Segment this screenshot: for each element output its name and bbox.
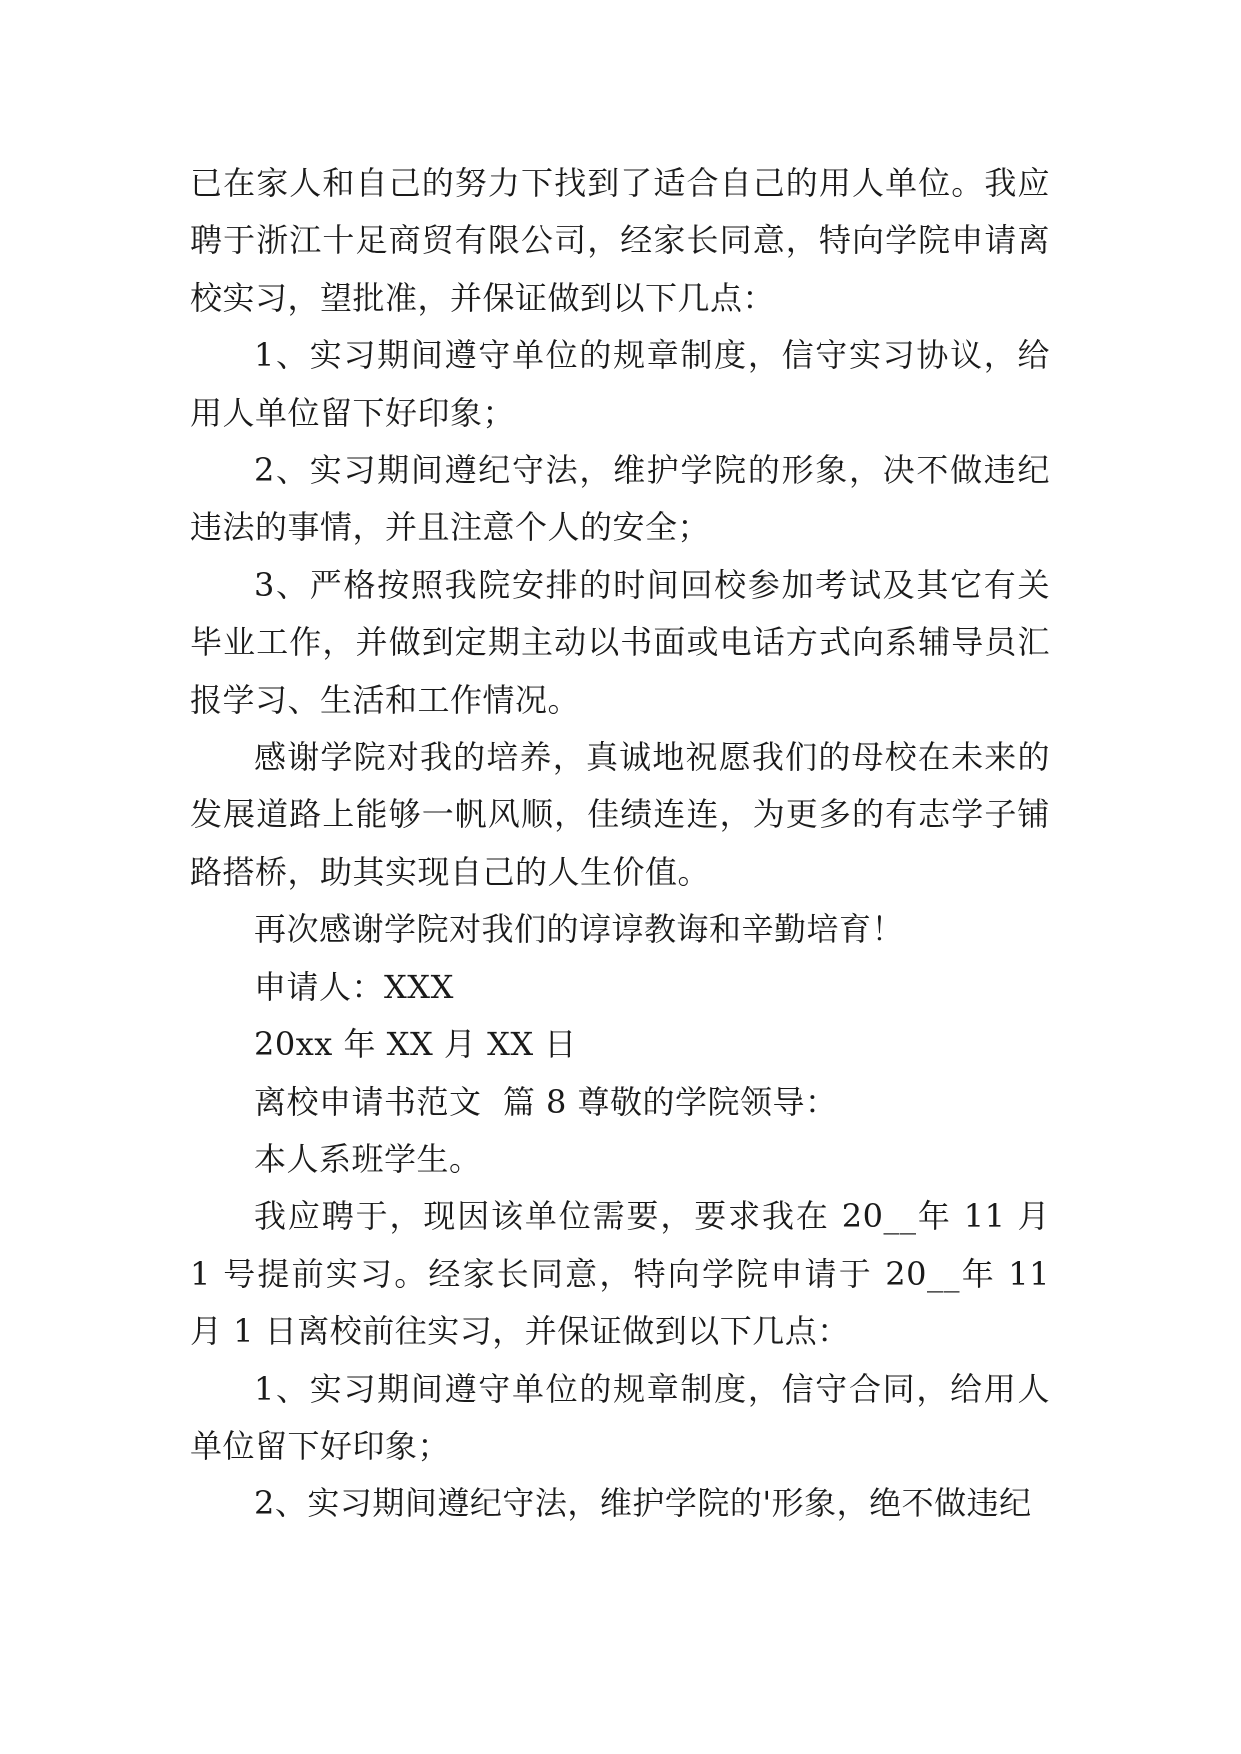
paragraph-1: 已在家人和自己的努力下找到了适合自己的用人单位。我应聘于浙江十足商贸有限公司，经家长同意，特向学院申请离校实习，望批准，并保证做到以下几点：	[190, 164, 1050, 317]
paragraph-11: 我应聘于，现因该单位需要，要求我在 20__年 11 月 1 号提前实习。经家长同意，特向学院申请于 20__年 11 月 1 日离校前往实习，并保证做到以下几点：	[190, 1197, 1061, 1351]
paragraph-12: 1、实习期间遵守单位的规章制度，信守合同，给用人单位留下好印象；	[190, 1369, 1050, 1465]
document-body	[190, 155, 1061, 1533]
date-line: 20xx 年 XX 月 XX 日	[254, 1025, 577, 1064]
section-heading: 离校申请书范文 篇 8 尊敬的学院领导：	[254, 1082, 838, 1121]
paragraph-4: 3、严格按照我院安排的时间回校参加考试及其它有关毕业工作，并做到定期主动以书面或电话方式向系辅导员汇报学习、生活和工作情况。	[190, 565, 1050, 719]
paragraph-5: 感谢学院对我的培养，真诚地祝愿我们的母校在未来的发展道路上能够一帆风顺，佳绩连连，为更多的有志学子铺路搭桥，助其实现自己的人生价值。	[190, 738, 1050, 891]
paragraph-3: 2、实习期间遵纪守法，维护学院的形象，决不做违纪违法的事情，并且注意个人的安全；	[190, 451, 1050, 547]
paragraph-13: 2、实习期间遵纪守法，维护学院的'形象，绝不做违纪	[254, 1484, 1032, 1523]
applicant-line: 申请人：XXX	[254, 967, 454, 1006]
paragraph-10: 本人系班学生。	[254, 1139, 482, 1178]
paragraph-6: 再次感谢学院对我们的谆谆教诲和辛勤培育！	[254, 910, 905, 949]
paragraph-2: 1、实习期间遵守单位的规章制度，信守实习协议，给用人单位留下好印象；	[190, 336, 1050, 432]
